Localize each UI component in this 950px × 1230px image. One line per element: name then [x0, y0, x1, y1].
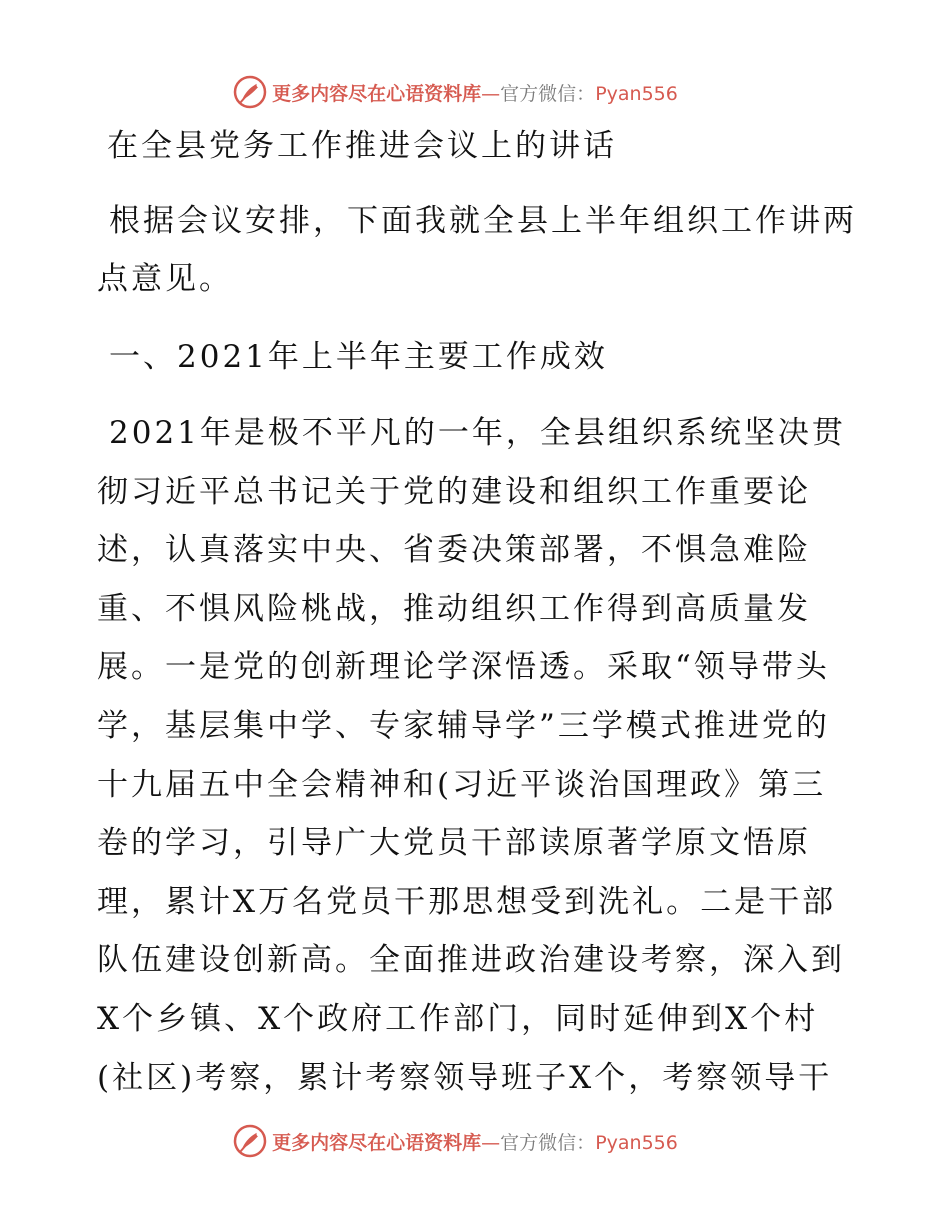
watermark-dash: — [481, 82, 501, 105]
watermark-dash: — [481, 1131, 501, 1154]
watermark-wechat-id: Pyan556 [595, 82, 678, 105]
watermark-sub-text: 官方微信： [500, 1131, 596, 1154]
watermark-wechat-id: Pyan556 [595, 1131, 678, 1154]
watermark-main-text: 更多内容尽在心语资料库 [272, 1131, 482, 1154]
document-title: 在全县党务工作推进会议上的讲话 [107, 128, 617, 164]
footer-watermark [0, 1121, 950, 1161]
section-heading: 一、2021年上半年主要工作成效 [109, 339, 608, 375]
watermark-main-text: 更多内容尽在心语资料库 [272, 82, 482, 105]
header-watermark [0, 72, 950, 112]
document-body [97, 120, 857, 1107]
watermark-sub-text: 官方微信： [500, 82, 596, 105]
feather-pen-circle-logo-icon [232, 1123, 268, 1159]
body-paragraph: 2021年是极不平凡的一年，全县组织系统坚决贯彻习近平总书记关于党的建设和组织工作重要论述，认真落实中央、省委决策部署，不惧急难险重、不惧风险桃战，推动组织工作得到高质量发展。一是党的创新理论学深悟透。采取“领导带头学，基层集中学、专家辅导学”三学模式推进党的十九届五中全会精神和(习近平谈治国理政》第三卷的学习，引导广大党员干部读原著学原文悟原理，累计X万名党员干那思想受到洗礼。二是干部队伍建设创新高。全面推进政治建设考察，深入到X个乡镇、X个政府工作部门，同时延伸到X个村(社区)考察，累计考察领导班子X个，考察领导干 [97, 415, 846, 1096]
feather-pen-circle-logo-icon [232, 74, 268, 110]
intro-paragraph: 根据会议安排，下面我就全县上半年组织工作讲两点意见。 [97, 203, 857, 297]
